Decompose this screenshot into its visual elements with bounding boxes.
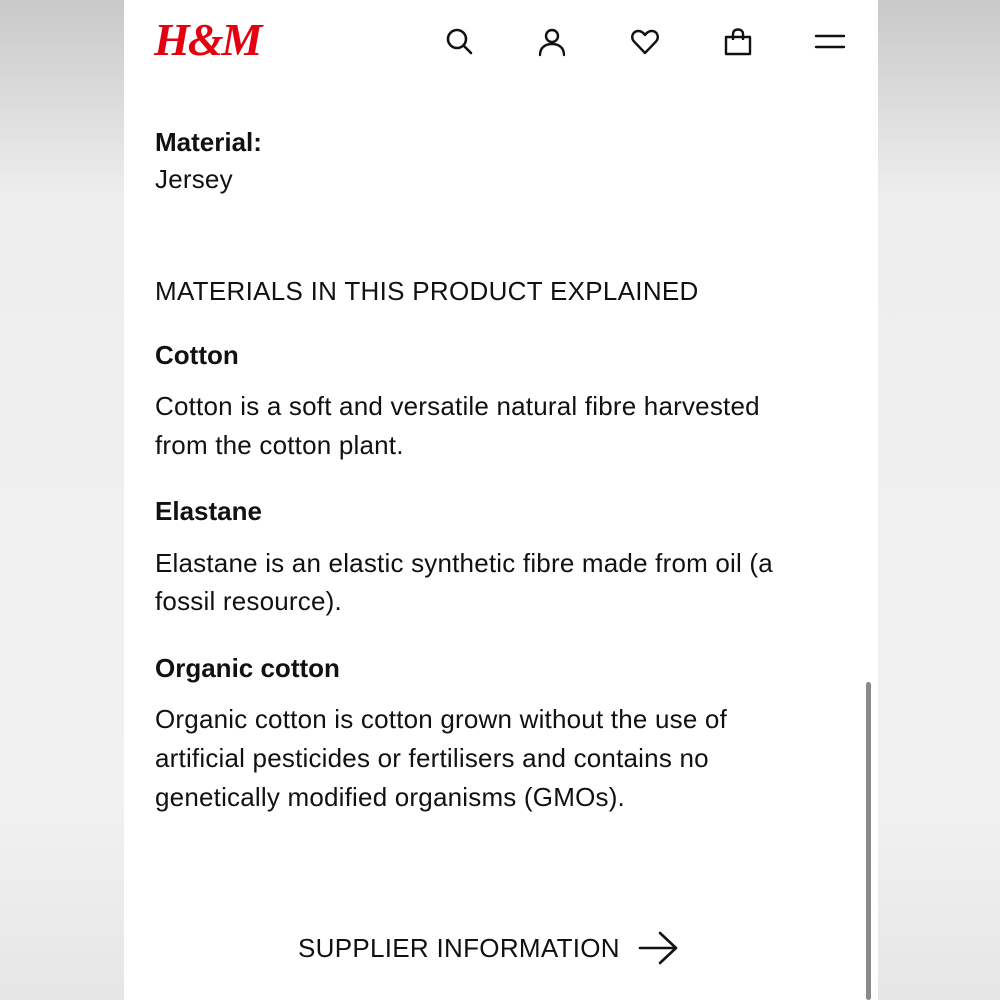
scrollbar[interactable] <box>866 682 871 1000</box>
material-description-line: genetically modified organisms (GMOs). <box>155 782 625 812</box>
background-right <box>878 0 1000 1000</box>
material-description-line: Cotton is a soft and versatile natural fibre harvested <box>155 391 760 421</box>
material-description-line: artificial pesticides or fertilisers and contains no <box>155 743 709 773</box>
material-label: Material: <box>155 127 262 157</box>
material-name-cotton: Cotton <box>155 340 239 370</box>
top-navigation-bar <box>124 0 878 90</box>
account-icon[interactable] <box>534 24 570 60</box>
material-description-line: from the cotton plant. <box>155 430 404 460</box>
material-value: Jersey <box>155 164 233 194</box>
supplier-information-link[interactable] <box>298 926 680 970</box>
material-name-organic-cotton: Organic cotton <box>155 653 340 683</box>
material-description-line: fossil resource). <box>155 586 342 616</box>
materials-explained-heading: MATERIALS IN THIS PRODUCT EXPLAINED <box>155 276 699 306</box>
favorites-icon[interactable] <box>627 24 663 60</box>
arrow-right-icon <box>638 930 680 966</box>
logo-text: H&M <box>154 14 261 65</box>
hm-logo[interactable] <box>154 12 260 68</box>
search-icon[interactable] <box>442 24 478 60</box>
phone-screen <box>124 0 878 1000</box>
menu-icon[interactable] <box>812 24 848 60</box>
material-description-line: Elastane is an elastic synthetic fibre made from oil (a <box>155 548 773 578</box>
supplier-information-label: SUPPLIER INFORMATION <box>298 932 620 963</box>
background-left <box>0 0 124 1000</box>
shopping-bag-icon[interactable] <box>720 24 756 60</box>
material-name-elastane: Elastane <box>155 496 262 526</box>
material-description-line: Organic cotton is cotton grown without the use of <box>155 704 727 734</box>
